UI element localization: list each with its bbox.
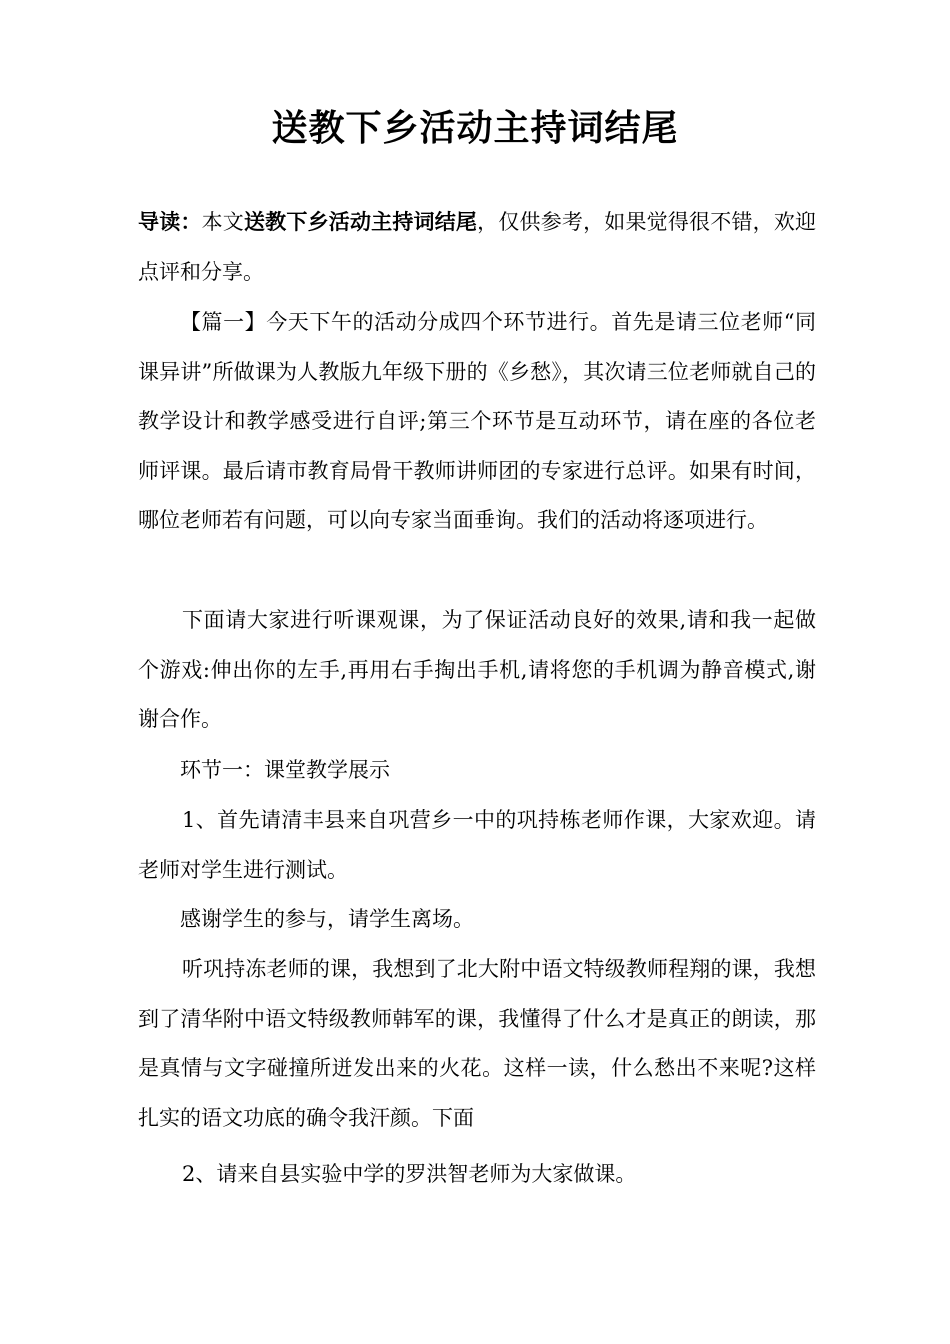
intro-highlight: 送教下乡活动主持词结尾 [243, 210, 478, 234]
paragraph-1: 【篇一】今天下午的活动分成四个环节进行。首先是请三位老师“同课异讲”所做课为人教版九年级下册的《乡愁》，其次请三位老师就自己的教学设计和教学感受进行自评;第三个环节是互动环节，请在座的各位老师评课。最后请市教育局骨干教师讲师团的专家进行总评。如果有时间，哪位老师若有问题，可以向专家当面垂询。我们的活动将逐项进行。 [138, 310, 816, 532]
paragraph-1-block [138, 298, 816, 546]
paragraph-7-block [138, 1150, 816, 1200]
section-heading: 环节一：课堂教学展示 [180, 758, 390, 782]
paragraph-2-block [138, 596, 816, 745]
intro-label: 导读： [138, 210, 202, 234]
paragraph-3-block [138, 746, 816, 796]
paragraph-6-block [138, 945, 816, 1143]
intro-paragraph [138, 198, 816, 297]
intro-block [138, 198, 816, 297]
paragraph-4: 1、首先请清丰县来自巩营乡一中的巩持栋老师作课，大家欢迎。请老师对学生进行测试。 [138, 808, 816, 882]
intro-prefix: 本文 [201, 210, 244, 234]
intro-suffix: ，仅供参考，如果觉得很不错，欢迎点评和分享。 [138, 210, 817, 284]
paragraph-4-block [138, 796, 816, 895]
document-title: 送教下乡活动主持词结尾 [271, 108, 679, 149]
paragraph-5-block [138, 895, 816, 945]
paragraph-5: 感谢学生的参与，请学生离场。 [180, 907, 474, 931]
paragraph-7: 2、请来自县实验中学的罗洪智老师为大家做课。 [182, 1162, 637, 1186]
paragraph-6: 听巩持冻老师的课，我想到了北大附中语文特级教师程翔的课，我想到了清华附中语文特级教师韩军的课，我懂得了什么才是真正的朗读，那是真情与文字碰撞所迸发出来的火花。这样一读，什么愁出不来呢?这样扎实的语文功底的确令我汗颜。下面 [138, 957, 816, 1130]
paragraph-2: 下面请大家进行听课观课，为了保证活动良好的效果,请和我一起做个游戏:伸出你的左手,再用右手掏出手机,请将您的手机调为静音模式,谢谢合作。 [138, 608, 816, 731]
